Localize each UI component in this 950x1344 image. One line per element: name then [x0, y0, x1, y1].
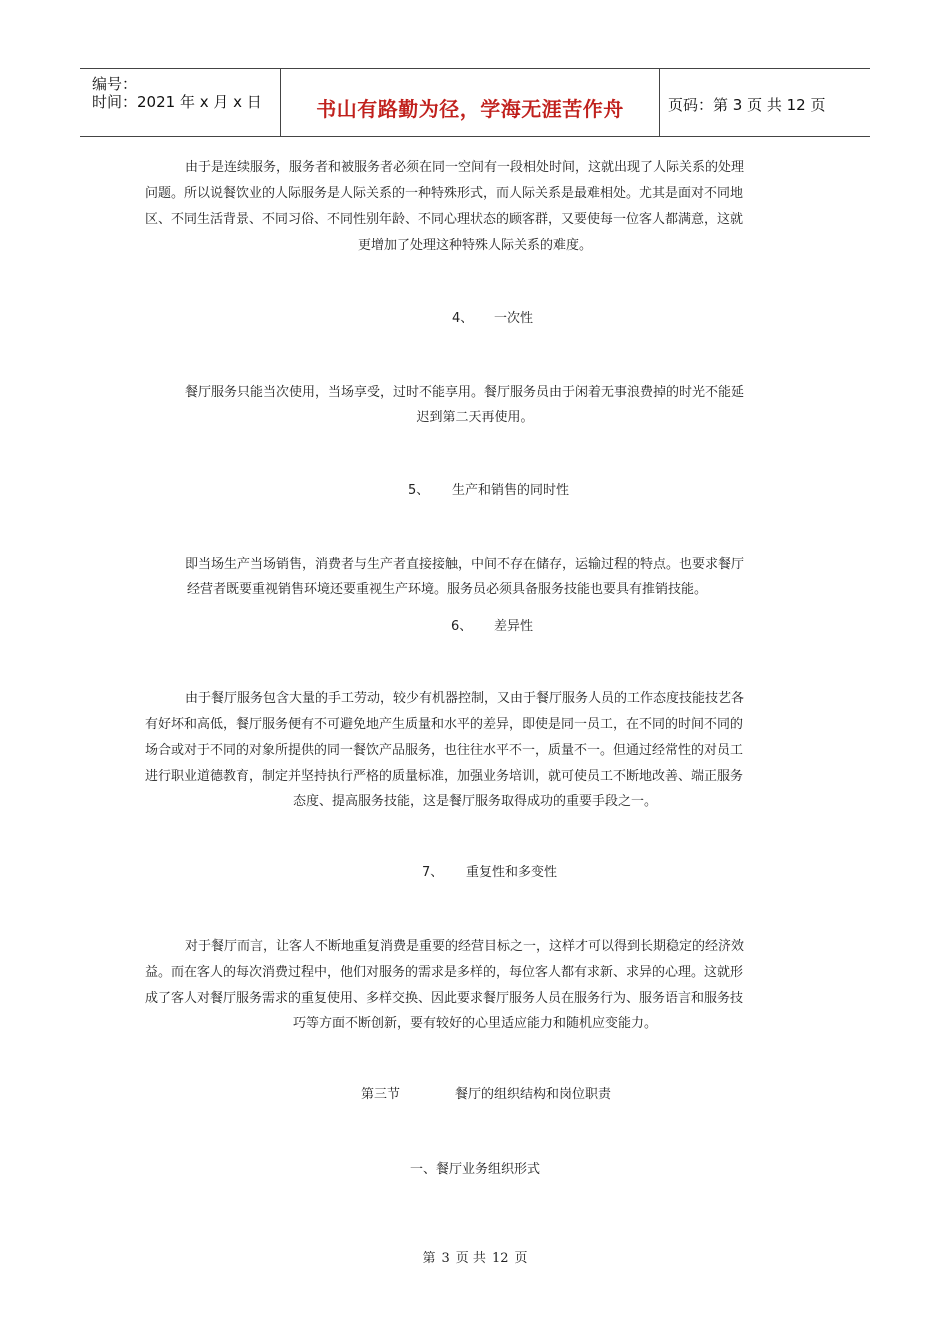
heading-4-number: 4、: [452, 311, 474, 326]
paragraph-line: 由于是连续服务，服务者和被服务者必须在同一空间有一段相处时间，这就出现了人际关系的处理: [185, 160, 745, 175]
heading-6-number: 6、: [451, 619, 473, 634]
paragraph-line: 即当场生产当场销售，消费者与生产者直接接触，中间不存在储存，运输过程的特点。也要求餐厅: [185, 557, 745, 572]
section-title: 餐厅的组织结构和岗位职责: [455, 1087, 612, 1102]
motto-text: 书山有路勤为径，学海无涯苦作舟: [316, 97, 624, 121]
paragraph-line: 态度、提高服务技能，这是餐厅服务取得成功的重要手段之一。: [292, 794, 657, 809]
footer-page-suffix: 页: [514, 1251, 528, 1266]
paragraph-line: 由于餐厅服务包含大量的手工劳动，较少有机器控制，又由于餐厅服务人员的工作态度技能技艺各: [185, 691, 745, 706]
paragraph-line: 有好坏和高低，餐厅服务便有不可避免地产生质量和水平的差异，即使是同一员工，在不同的时间不同的: [145, 717, 744, 732]
header-meta-cell: [80, 69, 281, 136]
paragraph-line: 更增加了处理这种特殊人际关系的难度。: [357, 238, 592, 253]
number-label: 编号：: [92, 75, 138, 93]
paragraph-line: 进行职业道德教育，制定并坚持执行严格的质量标准，加强业务培训，就可使员工不断地改善、端正服务: [145, 769, 744, 784]
footer-page-prefix: 第: [422, 1251, 436, 1266]
heading-6-title: 差异性: [494, 619, 534, 634]
heading-7-title: 重复性和多变性: [466, 865, 558, 880]
footer-page-number: 3: [441, 1251, 450, 1266]
heading-7-number: 7、: [422, 865, 444, 880]
paragraph-line: 益。而在客人的每次消费过程中，他们对服务的需求是多样的，每位客人都有求新、求异的心理。这就形: [145, 965, 744, 980]
footer-page-mid: 页 共: [455, 1251, 486, 1266]
paragraph-line: 迟到第二天再使用。: [416, 410, 534, 425]
time-label: 时间：2021 年 x 月 x 日: [92, 93, 262, 111]
paragraph-line: 区、不同生活背景、不同习俗、不同性别年龄、不同心理状态的顾客群，又要使每一位客人都满意，这就: [145, 212, 744, 227]
subsection-title: 一、餐厅业务组织形式: [409, 1162, 540, 1177]
heading-5-number: 5、: [408, 483, 430, 498]
heading-4-title: 一次性: [494, 311, 534, 326]
paragraph-line: 经营者既要重视销售环境还要重视生产环境。服务员必须具备服务技能也要具有推销技能。: [187, 582, 708, 597]
page-header: [80, 68, 870, 137]
header-page-cell: [660, 69, 870, 136]
paragraph-line: 问题。所以说餐饮业的人际服务是人际关系的一种特殊形式，而人际关系是最难相处。尤其是面对不同地: [145, 186, 744, 201]
footer-total-pages: 12: [491, 1251, 509, 1266]
header-motto-cell: [281, 69, 660, 136]
heading-5-title: 生产和销售的同时性: [452, 483, 570, 498]
paragraph-line: 巧等方面不断创新，要有较好的心里适应能力和随机应变能力。: [292, 1016, 657, 1031]
section-label: 第三节: [361, 1087, 401, 1102]
paragraph-line: 成了客人对餐厅服务需求的重复使用、多样交换、因此要求餐厅服务人员在服务行为、服务语言和服务技: [145, 991, 744, 1006]
header-page-number: 页码：第 3 页 共 12 页: [668, 96, 826, 114]
paragraph-line: 对于餐厅而言，让客人不断地重复消费是重要的经营目标之一，这样才可以得到长期稳定的经济效: [185, 939, 745, 954]
paragraph-line: 场合或对于不同的对象所提供的同一餐饮产品服务，也往往水平不一，质量不一。但通过经常性的对员工: [145, 743, 744, 758]
page-footer: [0, 1247, 950, 1266]
paragraph-line: 餐厅服务只能当次使用，当场享受，过时不能享用。餐厅服务员由于闲着无事浪费掉的时光不能延: [185, 385, 745, 400]
